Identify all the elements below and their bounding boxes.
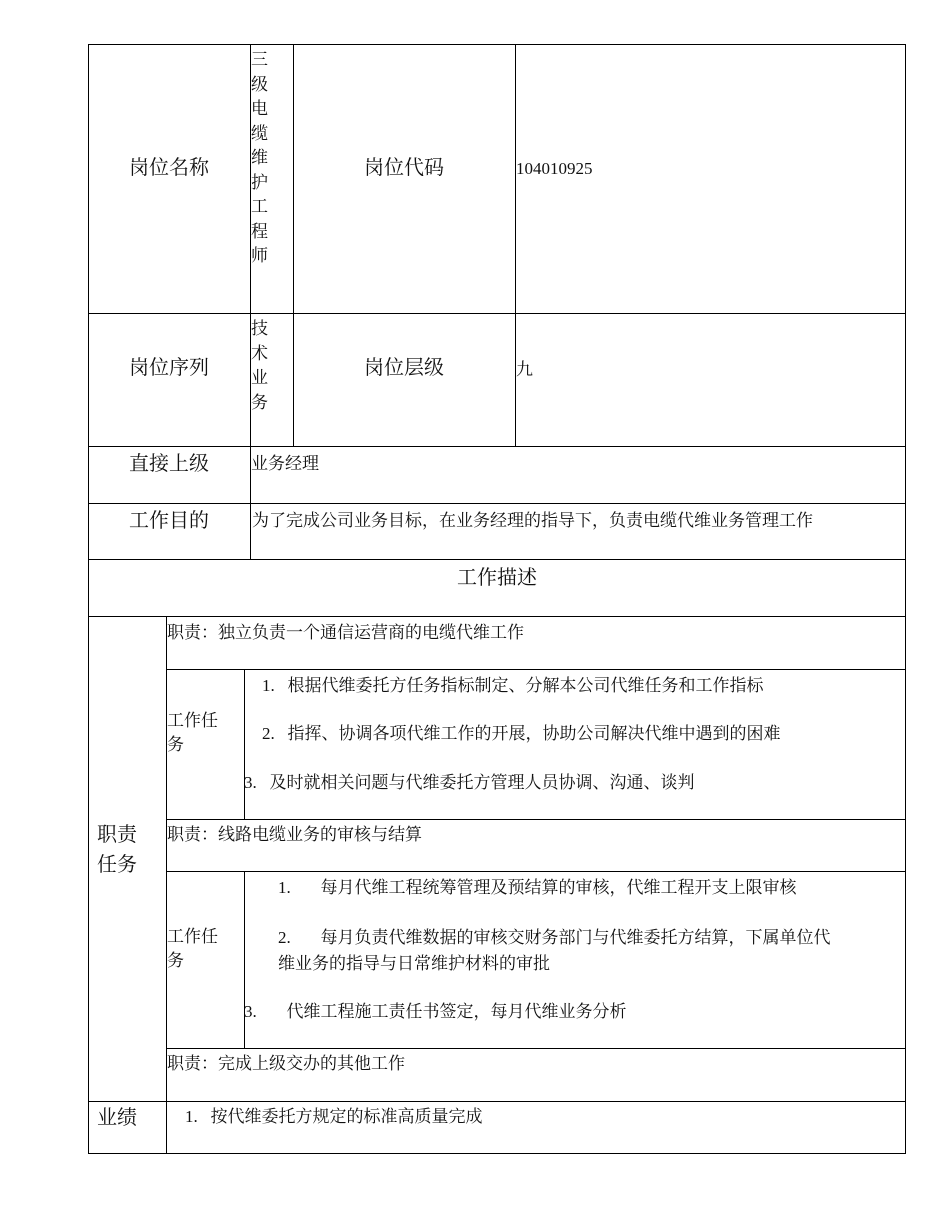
row-divider: [88, 559, 906, 560]
task-item: 1. 根据代维委托方任务指标制定、分解本公司代维任务和工作指标: [262, 676, 764, 695]
performance-item: 1. 按代维委托方规定的标准高质量完成: [185, 1107, 483, 1126]
purpose-value: 为了完成公司业务目标，在业务经理的指导下，负责电缆代维业务管理工作: [252, 511, 813, 530]
post-sequence-label: 岗位序列: [129, 357, 209, 379]
row-divider: [88, 446, 906, 447]
performance-label: 业绩: [97, 1107, 137, 1129]
supervisor-label: 直接上级: [129, 453, 209, 475]
post-code-value: 104010925: [516, 159, 593, 178]
task-label: 工作任务: [167, 927, 218, 970]
supervisor-value: 业务经理: [251, 454, 319, 473]
row-divider: [166, 1048, 906, 1049]
task-item: 3. 代维工程施工责任书签定，每月代维业务分析: [244, 1002, 627, 1021]
task-item: 2. 每月负责代维数据的审核交财务部门与代维委托方结算，下属单位代: [278, 928, 831, 947]
post-sequence-value: 技术业务: [251, 319, 268, 412]
task-item: 2. 指挥、协调各项代维工作的开展，协助公司解决代维中遇到的困难: [262, 724, 781, 743]
post-level-label: 岗位层级: [364, 357, 444, 379]
post-code-label: 岗位代码: [364, 157, 444, 179]
row-divider: [166, 819, 906, 820]
description-title: 工作描述: [457, 567, 537, 589]
duty-title: 职责：完成上级交办的其他工作: [167, 1054, 405, 1073]
purpose-label: 工作目的: [129, 510, 209, 532]
column-divider: [244, 669, 245, 819]
row-divider: [88, 503, 906, 504]
task-item: 1. 每月代维工程统筹管理及预结算的审核，代维工程开支上限审核: [278, 878, 797, 897]
task-label: 工作任务: [167, 711, 218, 754]
post-name-value: 三级电缆维护工程师: [251, 50, 268, 265]
row-divider: [166, 669, 906, 670]
duties-label: 职责任务: [97, 824, 137, 876]
post-level-value: 九: [516, 360, 533, 379]
column-divider: [515, 44, 516, 446]
job-description-table: [88, 44, 906, 1154]
row-divider: [88, 313, 906, 314]
row-divider: [88, 1101, 906, 1102]
column-divider: [293, 44, 294, 446]
post-name-label: 岗位名称: [129, 157, 209, 179]
duty-title: 职责：线路电缆业务的审核与结算: [167, 825, 422, 844]
row-divider: [88, 616, 906, 617]
task-item: 3. 及时就相关问题与代维委托方管理人员协调、沟通、谈判: [244, 773, 695, 792]
row-divider: [166, 871, 906, 872]
duty-title: 职责：独立负责一个通信运营商的电缆代维工作: [167, 623, 524, 642]
task-item: 维业务的指导与日常维护材料的审批: [278, 954, 550, 973]
